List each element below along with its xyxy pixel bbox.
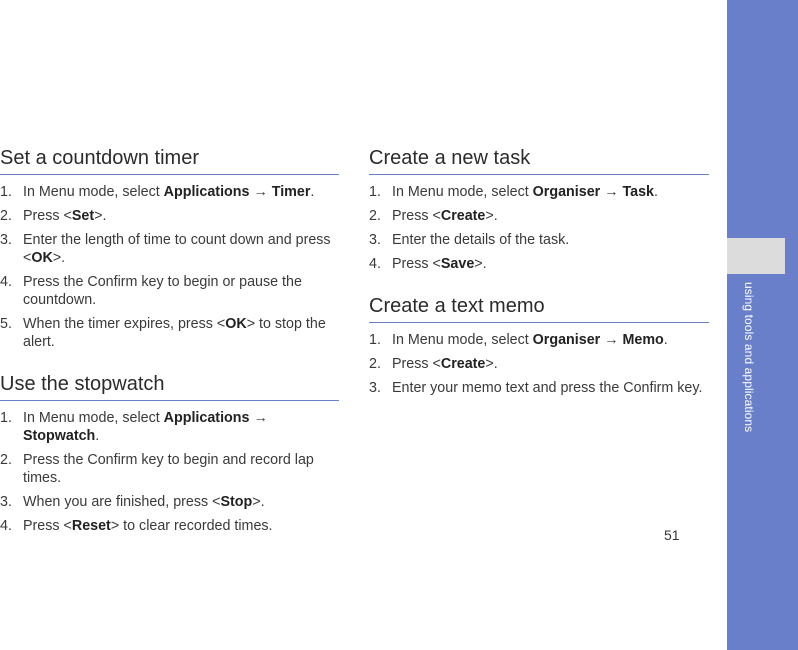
page-number: 51 [664, 527, 680, 543]
step-item [0, 409, 339, 445]
step-keyword: Task [622, 184, 654, 200]
step-number: 1. [369, 332, 381, 348]
stopwatch-title: Use the stopwatch [0, 372, 339, 401]
step-text: When you are finished, press < [23, 494, 221, 510]
memo-section [369, 294, 709, 397]
step-text: >. [252, 494, 265, 510]
step-number: 3. [0, 494, 12, 510]
step-text: Press the Confirm key to begin and record lap times. [23, 452, 314, 486]
step-keyword: Applications [163, 184, 250, 200]
step-keyword: Stop [220, 494, 253, 510]
step-text: >. [474, 256, 487, 272]
step-item [369, 379, 709, 397]
step-keyword: Organiser [532, 332, 601, 348]
step-item [0, 273, 339, 309]
step-text: > to stop the alert. [23, 316, 326, 350]
step-keyword: Create [440, 356, 486, 372]
step-number: 4. [0, 274, 12, 290]
step-item [0, 517, 339, 535]
step-item [0, 315, 339, 351]
step-item [0, 493, 339, 511]
step-text: >. [94, 208, 107, 224]
step-text: . [663, 332, 668, 348]
left-column [0, 146, 339, 541]
step-number: 2. [0, 452, 12, 468]
step-keyword: Set [71, 208, 95, 224]
step-text: . [310, 184, 315, 200]
step-item [0, 451, 339, 487]
step-text: Enter the length of time to count down and press < [23, 232, 331, 266]
step-keyword: Create [440, 208, 486, 224]
step-number: 4. [0, 518, 12, 534]
step-number: 2. [369, 356, 381, 372]
step-number: 1. [369, 184, 381, 200]
step-text: Press < [23, 208, 72, 224]
chapter-label: using tools and applications [742, 282, 756, 433]
step-text: . [654, 184, 658, 200]
step-number: 4. [369, 256, 381, 272]
step-number: 5. [0, 316, 12, 332]
step-text: > to clear recorded times. [110, 518, 273, 534]
step-item [369, 255, 709, 273]
step-text: Press < [392, 208, 441, 224]
step-text: Press < [23, 518, 72, 534]
memo-steps [369, 331, 709, 397]
step-keyword: Applications [163, 410, 250, 426]
task-steps [369, 183, 709, 273]
step-text: Press < [392, 256, 441, 272]
step-text: → [249, 184, 272, 200]
step-number: 3. [369, 232, 381, 248]
step-text: . [95, 428, 100, 444]
step-keyword: OK [225, 316, 247, 332]
step-keyword: Organiser [532, 184, 601, 200]
step-text: >. [485, 208, 498, 224]
step-text: → [600, 184, 623, 200]
step-text: Press < [392, 356, 441, 372]
step-keyword: Timer [271, 184, 311, 200]
task-section [369, 146, 709, 273]
step-number: 2. [369, 208, 381, 224]
side-tab-bar [727, 0, 798, 650]
countdown-title: Set a countdown timer [0, 146, 339, 175]
stopwatch-section [0, 372, 339, 535]
step-number: 3. [369, 380, 381, 396]
step-number: 3. [0, 232, 12, 248]
step-keyword: Stopwatch [23, 428, 96, 444]
chapter-tab-marker [727, 238, 785, 274]
step-keyword: Reset [71, 518, 111, 534]
task-title: Create a new task [369, 146, 709, 175]
step-item [369, 183, 709, 201]
step-text: → [600, 332, 623, 348]
step-text: Enter the details of the task. [392, 232, 570, 248]
step-text: >. [485, 356, 498, 372]
step-item [369, 207, 709, 225]
countdown-steps [0, 183, 339, 351]
step-text: → [249, 410, 268, 426]
step-text: In Menu mode, select [23, 410, 164, 426]
step-item [369, 331, 709, 349]
step-item [0, 231, 339, 267]
step-keyword: OK [31, 250, 53, 266]
step-number: 2. [0, 208, 12, 224]
step-text: Enter your memo text and press the Confirm key. [392, 380, 703, 396]
step-keyword: Save [440, 256, 475, 272]
countdown-section [0, 146, 339, 351]
memo-title: Create a text memo [369, 294, 709, 323]
step-number: 1. [0, 184, 12, 200]
step-text: In Menu mode, select [23, 184, 164, 200]
step-number: 1. [0, 410, 12, 426]
step-text: Press the Confirm key to begin or pause the countdown. [23, 274, 302, 308]
step-item [369, 231, 709, 249]
step-text: In Menu mode, select [392, 332, 533, 348]
step-text: When the timer expires, press < [23, 316, 226, 332]
stopwatch-steps [0, 409, 339, 535]
step-item [0, 207, 339, 225]
step-keyword: Memo [622, 332, 664, 348]
step-item [0, 183, 339, 201]
right-column [369, 146, 709, 403]
step-text: >. [52, 250, 66, 266]
step-item [369, 355, 709, 373]
step-text: In Menu mode, select [392, 184, 533, 200]
